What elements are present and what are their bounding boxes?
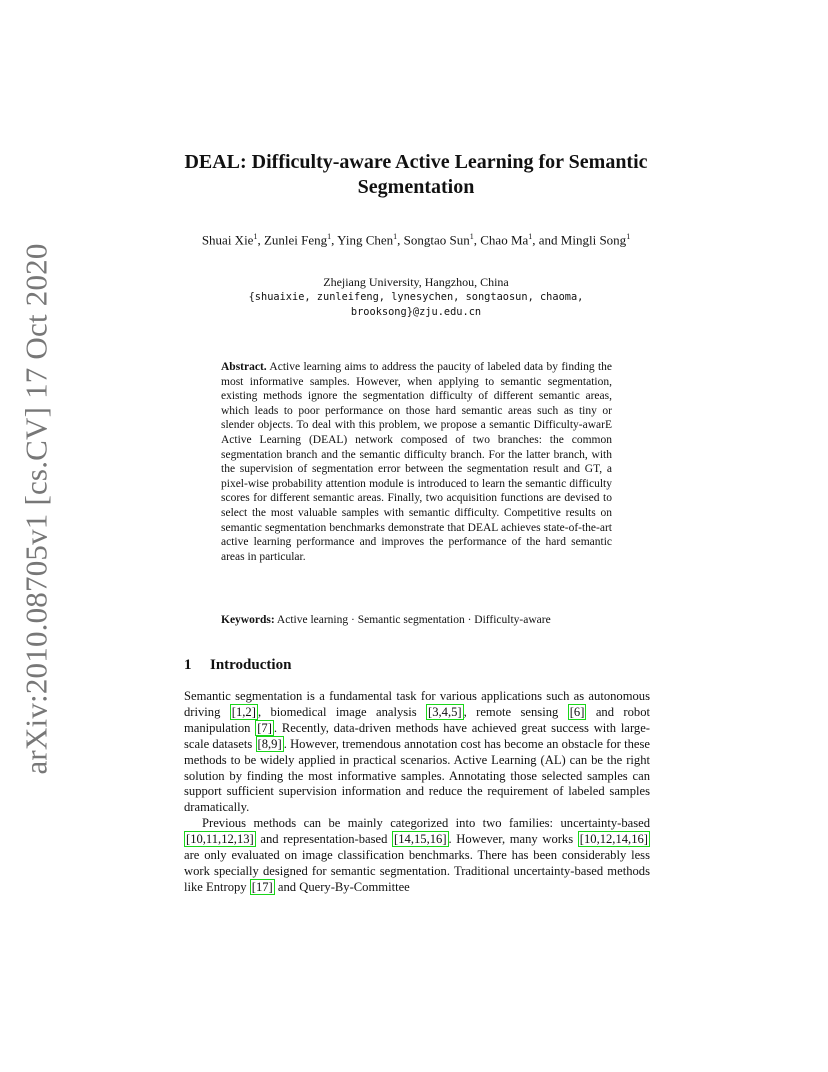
author-name: Ying Chen (337, 232, 394, 248)
affiliation-mark: 1 (253, 232, 258, 241)
author-list: Shuai Xie$^1$, Zunlei Feng$^1$, Ying Chen$^1$, Songtao Sun$^1$, Chao Ma$^1$, and Mingli Song$^1$ (201, 232, 631, 248)
citation-link[interactable]: [6] (569, 704, 585, 719)
affiliation-mark: 1 (626, 232, 631, 241)
affiliation-mark: 1 (469, 232, 474, 241)
keywords-label: Keywords: (221, 614, 275, 626)
arxiv-identifier-stamp (6, 243, 68, 775)
section-title: Introduction (210, 657, 292, 673)
author-name: Zunlei Feng (263, 232, 328, 248)
abstract-text: Active learning aims to address the paucity of labeled data by finding the most informative samples. However, when applying to semantic segmentation, existing methods ignore the segmentation difficulty of different semantic areas, which leads to poor performance on those hard semantic areas such as tiny or slender objects. To deal with this problem, we propose a semantic Difficulty-awarE Active Learning (DEAL) network composed of two branches: the common segmentation branch and the semantic difficulty branch. For the latter branch, with the supervision of segmentation error between the segmentation result and GT, a pixel-wise probability attention module is introduced to learn the semantic difficulty scores for different semantic areas. Finally, two acquisition functions are devised to select the most valuable samples with semantic difficulty. Competitive results on semantic segmentation benchmarks demonstrate that DEAL achieves state-of-the-art active learning performance and improves the performance of the hard semantic areas in particular. (221, 361, 612, 563)
abstract-label: Abstract. (221, 361, 267, 373)
author-name: and Mingli Song (538, 232, 627, 248)
section-number: 1 (184, 657, 192, 673)
paragraph-text: and robot manipulation (184, 704, 650, 735)
citation-link[interactable]: [10,12,14,16] (579, 832, 648, 847)
paragraph (184, 689, 650, 816)
abstract (221, 360, 612, 564)
paragraph-text: Semantic segmentation is a fundamental task for various applications such as autonomous driving (184, 689, 650, 719)
citation-link[interactable]: [7] (257, 720, 272, 735)
section-heading (184, 656, 291, 674)
paragraph-text: . Recently, data-driven methods have achieved great success with large-scale datasets (184, 720, 650, 751)
paragraph-text: are only evaluated on image classification benchmarks. There has been considerably less work specially designed for semantic segmentation. Traditional uncertainty-based methods like Entropy (184, 848, 650, 894)
citation-link[interactable]: [3,4,5] (428, 704, 462, 719)
citation-link[interactable]: [14,15,16] (394, 832, 447, 847)
paper-title: DEAL: Difficulty-aware Active Learning for Semantic Segmentation (184, 151, 648, 198)
author-emails: {shuaixie, zunleifeng, lynesychen, songtaosun, chaoma, brooksong}@zju.edu.cn (248, 291, 584, 318)
affiliation-mark: 1 (393, 232, 398, 241)
paragraph-text: and Query-By-Committee (274, 879, 410, 894)
author-name: Songtao Sun (403, 232, 470, 248)
paragraph-text: and representation-based (255, 832, 393, 847)
citation-link[interactable]: [1,2] (231, 704, 256, 719)
paragraph-text: , biomedical image analysis (257, 704, 427, 719)
paragraph-text: Previous methods can be mainly categorized into two families: uncertainty-based (202, 816, 650, 831)
paragraph-text: . However, tremendous annotation cost has become an obstacle for these methods to be widely applied in practical scenarios. Active Learning (AL) can be the right solution by finding the most informative samples. Annotating those selected samples can support sufficient supervision information and reduce the requirement of labeled samples dramatically. (184, 736, 650, 815)
keywords (221, 613, 621, 628)
paragraph-text: . However, many works (448, 832, 578, 847)
keywords-text: Active learning · Semantic segmentation · Difficulty-aware (276, 614, 551, 626)
citation-link[interactable]: [17] (251, 879, 273, 894)
author-name: Chao Ma (480, 232, 529, 248)
affiliation: Zhejiang University, Hangzhou, China (323, 275, 509, 289)
affiliation-mark: 1 (528, 232, 533, 241)
arxiv-identifier-text: arXiv:2010.08705v1 [cs.CV] 17 Oct 2020 (19, 243, 54, 775)
citation-link[interactable]: [8,9] (257, 736, 282, 751)
author-name: Shuai Xie (201, 232, 254, 248)
paragraph-text: , remote sensing (463, 704, 568, 719)
body-text (184, 689, 650, 896)
citation-link[interactable]: [10,11,12,13] (186, 832, 254, 847)
affiliation-mark: 1 (327, 232, 332, 241)
paragraph (184, 816, 650, 896)
